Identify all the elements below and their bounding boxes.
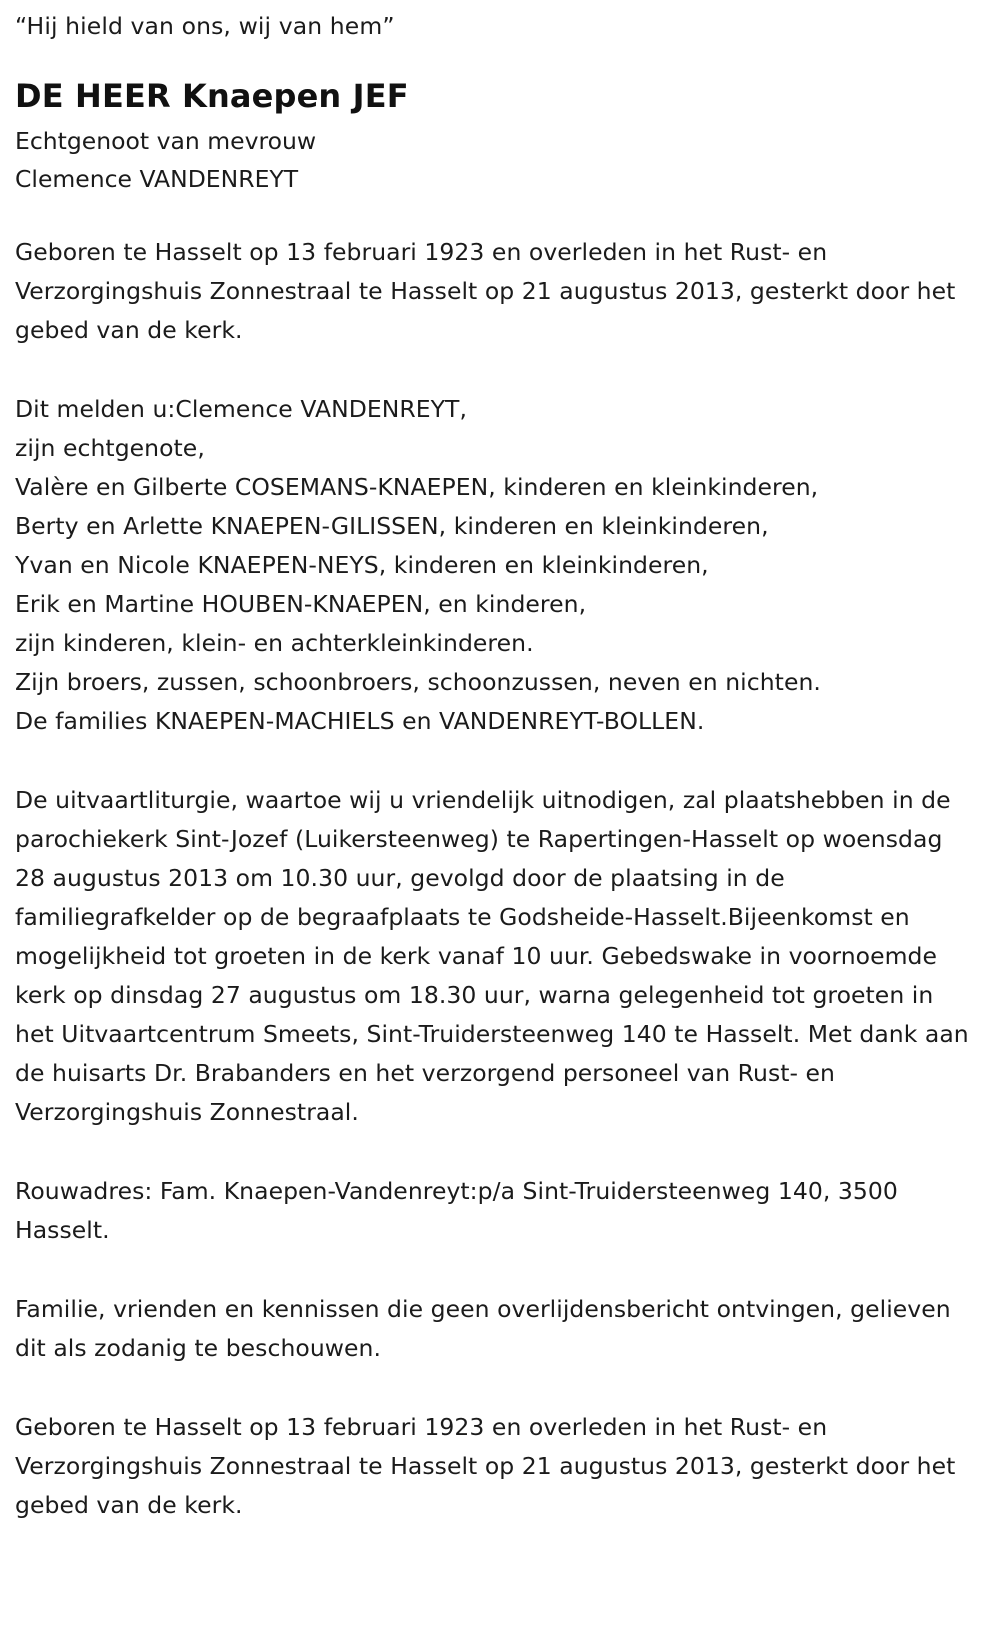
announcement-line: Valère en Gilberte COSEMANS-KNAEPEN, kinderen en kleinkinderen, bbox=[15, 472, 819, 501]
service-details: De uitvaartliturgie, waartoe wij u vriendelijk uitnodigen, zal plaatshebben in de parochiekerk Sint-Jozef (Luikersteenweg) te Rapertingen-Hasselt op woensdag 28 augustus 2013 om 10.30 uur, gevolgd door de plaatsing in de familiegrafkelder op de begraafplaats te Godsheide-Hasselt.Bijeenkomst en mogelijkheid tot groeten in de kerk vanaf 10 uur. Gebedswake in voornoemde kerk op dinsdag 27 augustus om 18.30 uur, warna gelegenheid tot groeten in het Uitvaartcentrum Smeets, Sint-Truidersteenweg 140 te Hasselt. Met dank aan de huisarts Dr. Brabanders en het verzorgend personeel van Rust- en Verzorgingshuis Zonnestraal. bbox=[15, 785, 969, 1126]
announcement-line: Yvan en Nicole KNAEPEN-NEYS, kinderen en kleinkinderen, bbox=[15, 550, 709, 579]
notice-to-others: Familie, vrienden en kennissen die geen overlijdensbericht ontvingen, gelieven dit als zodanig te beschouwen. bbox=[15, 1294, 951, 1362]
announcement-line: zijn kinderen, klein- en achterkleinkinderen. bbox=[15, 628, 534, 657]
announcement-line: Zijn broers, zussen, schoonbroers, schoonzussen, neven en nichten. bbox=[15, 667, 821, 696]
announcement-line: zijn echtgenote, bbox=[15, 433, 205, 462]
spouse-block bbox=[15, 122, 978, 198]
deceased-name-heading: DE HEER Knaepen JEF bbox=[15, 77, 409, 116]
announcement-line: Erik en Martine HOUBEN-KNAEPEN, en kinderen, bbox=[15, 589, 587, 618]
spouse-intro-line: Echtgenoot van mevrouw bbox=[15, 127, 317, 156]
birth-death-notice: Geboren te Hasselt op 13 februari 1923 en overleden in het Rust- en Verzorgingshuis Zonnestraal te Hasselt op 21 augustus 2013, gesterkt door het gebed van de kerk. bbox=[15, 237, 956, 344]
birth-death-notice-repeat: Geboren te Hasselt op 13 februari 1923 en overleden in het Rust- en Verzorgingshuis Zonnestraal te Hasselt op 21 augustus 2013, gesterkt door het gebed van de kerk. bbox=[15, 1412, 956, 1519]
memorial-quote: “Hij hield van ons, wij van hem” bbox=[15, 12, 395, 40]
mourning-address: Rouwadres: Fam. Knaepen-Vandenreyt:p/a Sint-Truidersteenweg 140, 3500 Hasselt. bbox=[15, 1176, 898, 1244]
spouse-name-line: Clemence VANDENREYT bbox=[15, 165, 299, 194]
announcement-line: Dit melden u:Clemence VANDENREYT, bbox=[15, 394, 467, 423]
announcement-line: Berty en Arlette KNAEPEN-GILISSEN, kinderen en kleinkinderen, bbox=[15, 511, 769, 540]
announcement-line: De families KNAEPEN-MACHIELS en VANDENREYT-BOLLEN. bbox=[15, 706, 705, 735]
announcement-list bbox=[15, 390, 978, 741]
